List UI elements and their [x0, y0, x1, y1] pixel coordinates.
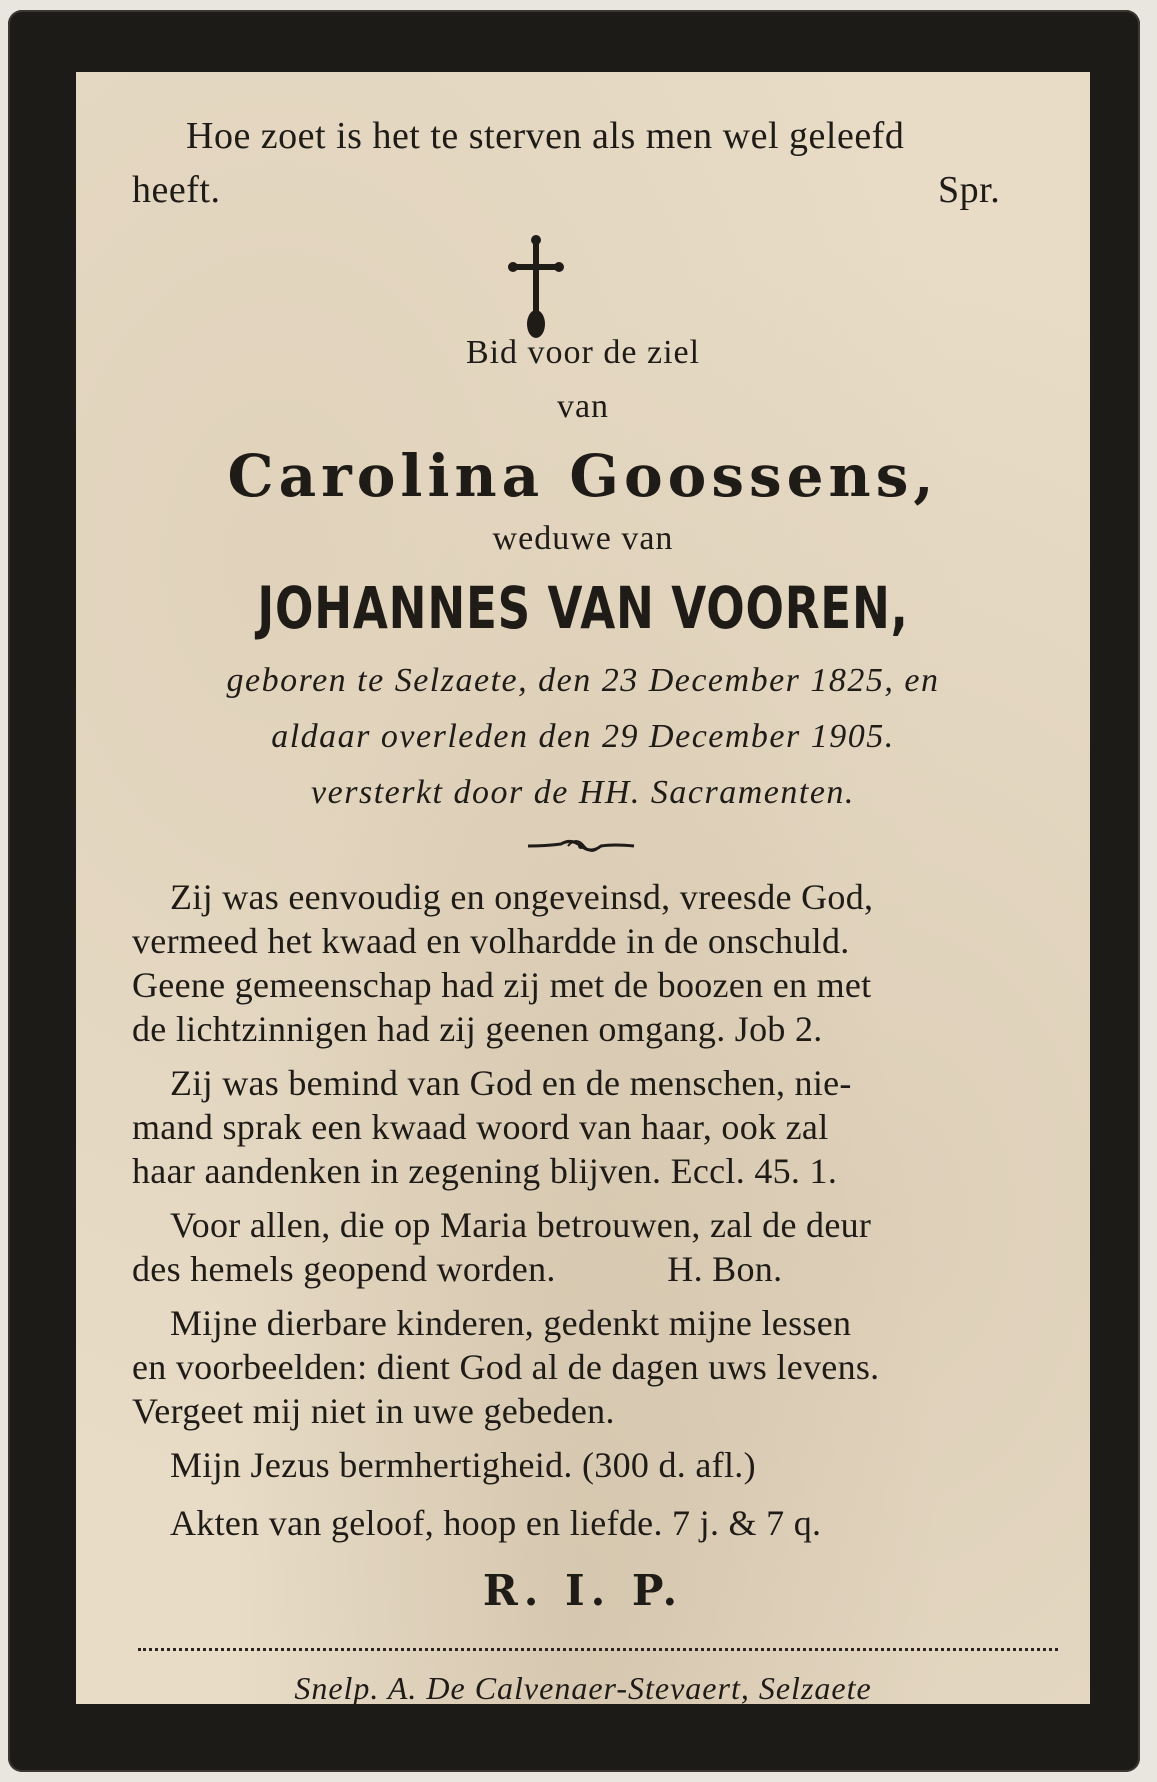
prayer-line-1: Bid voor de ziel: [465, 334, 701, 371]
printer-credit: Snelp. A. De Calvenaer-Stevaert, Selzaete: [294, 1670, 872, 1706]
bio-line-3: versterkt door de HH. Sacramenten.: [311, 774, 855, 811]
paragraph-2-line-1: Zij was bemind van God en de menschen, nie-: [170, 1063, 852, 1103]
indulgence-line-1: Mijn Jezus bermhertigheid. (300 d. afl.): [170, 1445, 756, 1485]
footer-dotted-rule: [138, 1648, 1058, 1651]
paragraph-3-line-1: Voor allen, die op Maria betrouwen, zal de deur: [170, 1205, 872, 1245]
motto-line-1: Hoe zoet is het te sterven als men wel geleefd: [186, 115, 905, 157]
motto-source: Spr.: [938, 169, 1001, 211]
flourish-divider-icon: [526, 834, 636, 858]
paragraph-4-line-3: Vergeet mij niet in uwe gebeden.: [132, 1391, 615, 1431]
paragraph-1-line-3: Geene gemeenschap had zij met de boozen en met: [132, 965, 872, 1005]
paragraph-1-line-2: vermeed het kwaad en volhardde in de onschuld.: [132, 921, 850, 961]
bio-line-2: aldaar overleden den 29 December 1905.: [271, 718, 895, 755]
mourning-card-border: [8, 10, 1140, 1772]
spouse-name: JOHANNES VAN VOOREN,: [257, 574, 909, 642]
memorial-card-paper: [76, 72, 1090, 1704]
paragraph-2-line-2: mand sprak een kwaad woord van haar, ook zal: [132, 1107, 829, 1147]
indulgence-line-2: Akten van geloof, hoop en liefde. 7 j. & 7 q.: [170, 1503, 822, 1543]
motto-line-2-left: heeft.: [132, 169, 221, 211]
prayer-line-2: van: [556, 388, 610, 425]
relation-text: weduwe van: [492, 520, 674, 557]
deceased-name: Carolina Goossens,: [227, 442, 939, 510]
cross-icon: [508, 232, 564, 342]
rip-text: R. I. P.: [482, 1566, 684, 1615]
paragraph-4-line-2: en voorbeelden: dient God al de dagen uws levens.: [132, 1347, 880, 1387]
paragraph-1-line-4: de lichtzinnigen had zij geenen omgang. Job 2.: [132, 1009, 823, 1049]
paragraph-1-line-1: Zij was eenvoudig en ongeveinsd, vreesde God,: [170, 877, 874, 917]
bio-line-1: geboren te Selzaete, den 23 December 1825, en: [226, 662, 940, 699]
paragraph-4-line-1: Mijne dierbare kinderen, gedenkt mijne lessen: [170, 1303, 852, 1343]
paragraph-2-line-3: haar aandenken in zegening blijven. Eccl. 45. 1.: [132, 1151, 838, 1191]
paragraph-3-line-2: des hemels geopend worden. H. Bon.: [132, 1249, 783, 1289]
